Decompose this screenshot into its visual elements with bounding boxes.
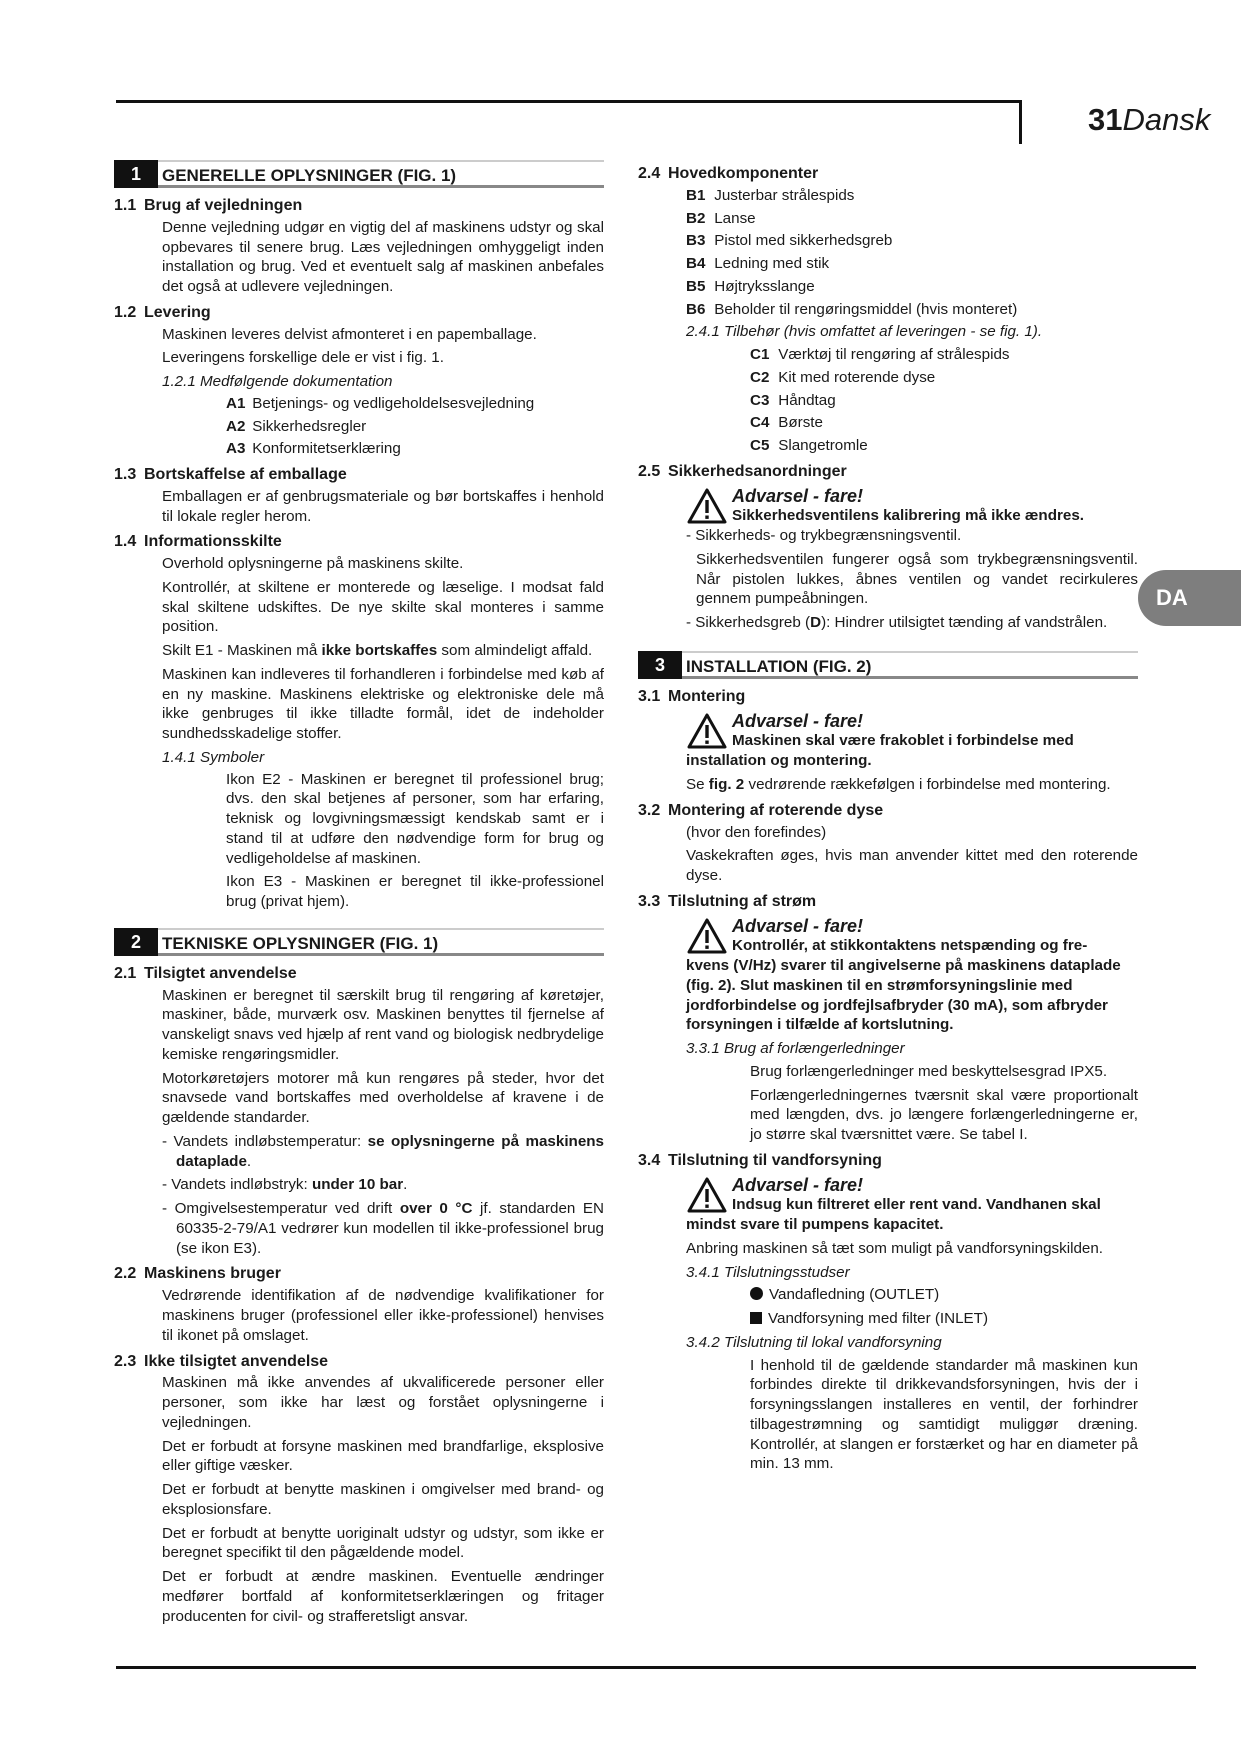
paragraph: Anbring maskinen så tæt som muligt på vandforsyningskilden. (686, 1239, 1104, 1257)
language-tab: DA (1138, 570, 1241, 626)
page-language: Dansk (1122, 102, 1211, 137)
subsection-1-4-1: 1.4.1 Symboler (162, 748, 265, 766)
paragraph: Det er forbudt at benytte uoriginalt udstyr og udstyr, som ikke er beregnet specifikt til den pågældende model. (162, 1524, 604, 1562)
list-item: B5 Højtryksslange (686, 277, 815, 295)
subsection-3-4-2: 3.4.2 Tilslutning til lokal vandforsyning (686, 1333, 942, 1351)
paragraph: Det er forbudt at ændre maskinen. Eventuelle ændringer medfører bortfald af konformitetserklæringen og fritager producenten for civil- og strafferetsligt ansvar. (162, 1568, 604, 1625)
section-number: 2 (114, 928, 158, 956)
subheading-2-3: 2.3 Ikke tilsigtet anvendelse (114, 1352, 329, 1370)
circle-icon (750, 1287, 763, 1300)
warning-block (686, 1176, 1138, 1216)
subheading-2-1: 2.1 Tilsigtet anvendelse (114, 964, 297, 982)
paragraph: Maskinen må ikke anvendes af ukvalificerede personer eller personer, som ikke har læst og forstået oplysningerne i vejledningen. (162, 1374, 604, 1431)
paragraph: - Sikkerhedsgreb (D): Hindrer utilsigtet tænding af vandstrålen. (686, 614, 1108, 632)
header-rule (116, 100, 1021, 103)
subheading-1-3: 1.3 Bortskaffelse af emballage (114, 466, 347, 484)
paragraph: Maskinen leveres delvist afmonteret i en papemballage. (162, 325, 537, 343)
list-item: B4 Ledning med stik (686, 255, 830, 273)
subheading-2-4: 2.4 Hovedkomponenter (638, 165, 819, 182)
warning-title: Advarsel - fare! (732, 710, 864, 731)
left-column (114, 156, 604, 1630)
paragraph: Skilt E1 - Maskinen må ikke bortskaffes som almindeligt affald. (162, 642, 593, 660)
paragraph: (hvor den forefindes) (686, 823, 827, 841)
paragraph: I henhold til de gældende standarder må maskinen kun forbindes direkte til drikkevandsforsyningen, hvis der i forsyningsslangen installeres en ventil, der forhindrer tilbagestrømning og samtidigt muliggør dræning. Kontrollér, at slangen er forstærket og har en diameter på min. 13 mm. (750, 1356, 1138, 1473)
paragraph: Leveringens forskellige dele er vist i fig. 1. (162, 349, 444, 367)
paragraph: - Sikkerheds- og trykbegrænsningsventil. (686, 527, 962, 545)
subheading-2-2: 2.2 Maskinens bruger (114, 1265, 281, 1283)
paragraph: Det er forbudt at forsyne maskinen med brandfarlige, eksplosive eller giftige væsker. (162, 1437, 604, 1475)
list-item: C3 Håndtag (750, 391, 836, 409)
subsection-3-4-1: 3.4.1 Tilslutningsstudser (686, 1263, 850, 1281)
warning-icon (686, 1176, 728, 1214)
warning-block (686, 712, 1138, 752)
list-item: A2 Sikkerhedsregler (226, 417, 367, 435)
warning-icon (686, 917, 728, 955)
subsection-1-2-1: 1.2.1 Medfølgende dokumentation (162, 373, 393, 391)
section-title: GENERELLE OPLYSNINGER (FIG. 1) (158, 160, 604, 188)
subsection-3-3-1: 3.3.1 Brug af forlængerledninger (686, 1040, 905, 1058)
subheading-2-5: 2.5 Sikkerhedsanordninger (638, 462, 847, 480)
subheading-3-2: 3.2 Montering af roterende dyse (638, 801, 884, 819)
paragraph: Maskinen er beregnet til særskilt brug til rengøring af køretøjer, maskiner, både, murværk osv. Maskinen benyttes til fjernelse af vanskeligt snavs ved hjælp af rent vand og biologisk nedbrydelige kemiske rengøringsmidler. (162, 986, 604, 1063)
paragraph: Vaskekraften øges, hvis man anvender kittet med den roterende dyse. (686, 847, 1138, 885)
subheading-3-4: 3.4 Tilslutning til vandforsyning (638, 1151, 882, 1169)
section-number: 3 (638, 651, 682, 679)
warning-icon (686, 712, 728, 750)
inlet-item: Vandforsyning med filter (INLET) (750, 1309, 1138, 1329)
paragraph: Ikon E3 - Maskinen er beregnet til ikke-professionel brug (privat hjem). (226, 873, 604, 911)
page-number: 31 (1088, 102, 1123, 137)
list-item: C5 Slangetromle (750, 437, 868, 455)
warning-text: Kontrollér, at stikkontaktens netspænding og fre- (732, 937, 1088, 955)
paragraph: Forlængerledningernes tværsnit skal være proportionalt med længden, dvs. jo længere forlængerledningerne er, jo større skal tværsnittet være. Se tabel I. (750, 1086, 1138, 1144)
list-item: C4 Børste (750, 414, 823, 432)
section-title: TEKNISKE OPLYSNINGER (FIG. 1) (158, 928, 604, 956)
footer-rule (116, 1666, 1196, 1669)
warning-icon (686, 487, 728, 525)
paragraph: Vedrørende identifikation af de nødvendige kvalifikationer for maskinens bruger (professionel eller ikke-professionel) henvises til ikonet på omslaget. (162, 1287, 604, 1344)
square-icon (750, 1312, 762, 1324)
section-heading-3 (638, 651, 1138, 679)
list-item: C1 Værktøj til rengøring af strålespids (750, 346, 1010, 364)
bullet-item: - Omgivelsestemperatur ved drift over 0 °C jf. standarden EN 60335-2-79/A1 vedrører kun modellen til ikke-professionel brug (se ikon E3). (162, 1200, 604, 1257)
section-title: INSTALLATION (FIG. 2) (682, 651, 1138, 679)
warning-title: Advarsel - fare! (732, 485, 864, 506)
paragraph: Sikkerhedsventilen fungerer også som trykbegrænsningsventil. Når pistolen lukkes, åbnes ventilen og vandet recirkuleres gennem pumpeåbningen. (696, 550, 1138, 608)
paragraph: Emballagen er af genbrugsmateriale og bør bortskaffes i henhold til lokale regler herom. (162, 487, 604, 525)
list-item: B3 Pistol med sikkerhedsgreb (686, 232, 893, 250)
subheading-3-1: 3.1 Montering (638, 687, 746, 705)
bullet-item: - Vandets indløbstryk: under 10 bar. (162, 1176, 408, 1194)
bullet-item: - Vandets indløbstemperatur: se oplysningerne på maskinens dataplade. (162, 1132, 604, 1170)
right-column (638, 158, 1138, 1478)
subheading-1-1: 1.1 Brug af vejledningen (114, 197, 303, 214)
subheading-1-4: 1.4 Informationsskilte (114, 533, 282, 551)
list-item: A1 Betjenings- og vedligeholdelsesvejledning (226, 394, 535, 412)
warning-text-continued: installation og montering. (686, 752, 872, 770)
warning-text: Indsug kun filtreret eller rent vand. Vandhanen skal (732, 1196, 1101, 1214)
list-item: A3 Konformitetserklæring (226, 440, 401, 458)
warning-title: Advarsel - fare! (732, 1174, 864, 1195)
warning-block (686, 917, 1138, 957)
page-header (1088, 100, 1210, 140)
paragraph: Brug forlængerledninger med beskyttelsesgrad IPX5. (750, 1062, 1108, 1080)
paragraph: Kontrollér, at skiltene er monterede og læselige. I modsat fald skal skiltene udskiftes. De nye skilte skal monteres i samme position. (162, 578, 604, 636)
warning-text-continued: mindst svare til pumpens kapacitet. (686, 1216, 944, 1234)
list-item: B2 Lanse (686, 209, 756, 227)
paragraph: Det er forbudt at benytte maskinen i omgivelser med brand- og eksplosionsfare. (162, 1481, 604, 1518)
paragraph: Denne vejledning udgør en vigtig del af maskinens udstyr og skal opbevares til senere brug. Læs vejledningen omhyggeligt inden installation og brug. Ved et eventuelt salg af maskinen anbefales det også at udlevere vejledningen. (162, 218, 604, 296)
list-item: B1 Justerbar strålespids (686, 186, 855, 204)
section-heading-2 (114, 928, 604, 956)
warning-text-continued: kvens (V/Hz) svarer til angivelserne på maskinens dataplade (fig. 2). Slut maskinen til en strømforsyningslinie med jordforbindelse og jordfejlsafbryder (30 mA), som afbryder forsyningen i tilfælde af kortslutning. (686, 957, 1121, 1034)
subheading-1-2: 1.2 Levering (114, 303, 211, 321)
section-heading-1 (114, 160, 604, 188)
list-item: C2 Kit med roterende dyse (750, 368, 936, 386)
outlet-item: Vandafledning (OUTLET) (750, 1285, 1138, 1305)
paragraph: Se fig. 2 vedrørende rækkefølgen i forbindelse med montering. (686, 775, 1111, 793)
section-number: 1 (114, 160, 158, 188)
list-item: B6 Beholder til rengøringsmiddel (hvis monteret) (686, 300, 1018, 318)
warning-text: Sikkerhedsventilens kalibrering må ikke ændres. (732, 507, 1085, 525)
warning-text: Maskinen skal være frakoblet i forbindelse med (732, 732, 1074, 750)
subsection-2-4-1: 2.4.1 Tilbehør (hvis omfattet af leveringen - se fig. 1). (686, 323, 1043, 341)
warning-title: Advarsel - fare! (732, 915, 864, 936)
paragraph: Motorkøretøjers motorer må kun rengøres på steder, hvor det snavsede vand bortskaffes med overholdelse af kravene i de gældende standarder. (162, 1069, 604, 1127)
paragraph: Overhold oplysningerne på maskinens skilte. (162, 555, 464, 573)
warning-block (686, 487, 1138, 527)
paragraph: Ikon E2 - Maskinen er beregnet til professionel brug; dvs. den skal betjenes af personer, som har erfaring, teknisk og lovgivningsmæssigt kendskab samt er i stand til at udføre den nødvendige form for brug og vedligeholdelse af maskinen. (226, 770, 604, 867)
header-tick (1019, 100, 1022, 144)
paragraph: Maskinen kan indleveres til forhandleren i forbindelse med køb af en ny maskine. Maskinens elektriske og elektroniske dele må ikke genbruges til ikke tilladte formål, idet de indeholder sundhedsskadelige stoffer. (162, 665, 604, 743)
subheading-3-3: 3.3 Tilslutning af strøm (638, 892, 817, 910)
